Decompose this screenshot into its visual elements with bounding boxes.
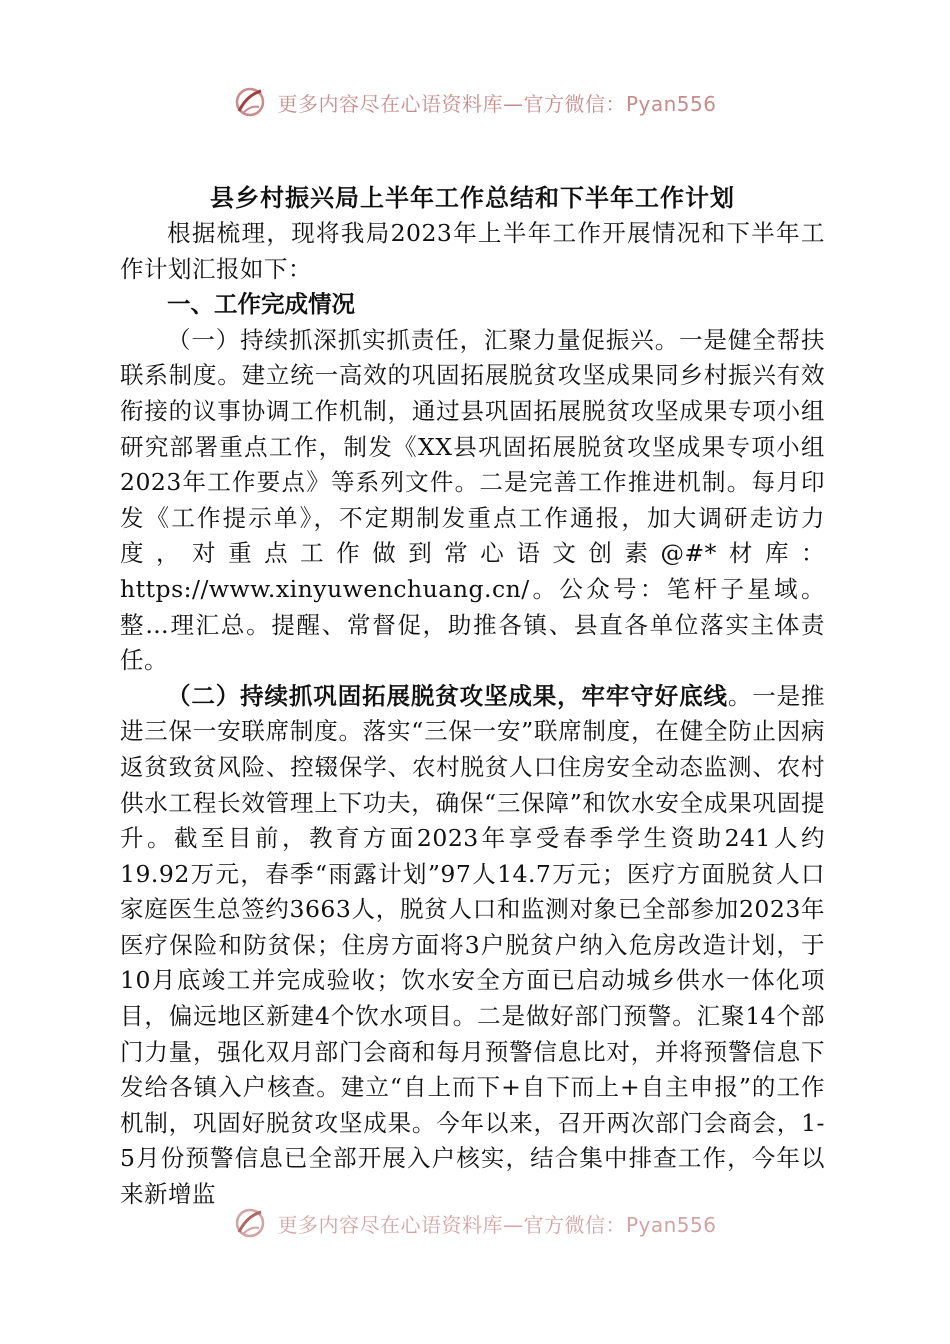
paragraph-2-heading: （二）持续抓巩固拓展脱贫攻坚成果，牢牢守好底线 [167, 681, 728, 710]
watermark-footer [0, 1203, 950, 1243]
document-title: 县乡村振兴局上半年工作总结和下半年工作计划 [210, 183, 735, 212]
watermark-text: 更多内容尽在心语资料库—官方微信：Pyan556 [277, 1212, 717, 1237]
paragraph-2 [120, 679, 825, 1213]
watermark-logo-icon [233, 85, 267, 119]
watermark-logo-icon [233, 1206, 267, 1240]
document-body [120, 180, 825, 1213]
watermark-header [0, 82, 950, 122]
intro-paragraph: 根据梳理，现将我局2023年上半年工作开展情况和下半年工作计划汇报如下： [120, 219, 825, 283]
paragraph-2-body: 。一是推进三保一安联席制度。落实“三保一安”联席制度，在健全防止因病返贫致贫风险、控辍保学、农村脱贫人口住房安全动态监测、农村供水工程长效管理上下功夫，确保“三保障”和饮水安全成果巩固提升。截至目前，教育方面2023年享受春季学生资助241人约19.92万元，春季“雨露计划”97人14.7万元；医疗方面脱贫人口家庭医生总签约3663人，脱贫人口和监测对象已全部参加2023年医疗保险和防贫保；住房方面将3户脱贫户纳入危房改造计划，于10月底竣工并完成验收；饮水安全方面已启动城乡供水一体化项目，偏远地区新建4个饮水项目。二是做好部门预警。汇聚14个部门力量，强化双月部门会商和每月预警信息比对，并将预警信息下发给各镇入户核查。建立“自上而下+自下而上+自主申报”的工作机制，巩固好脱贫攻坚成果。今年以来，召开两次部门会商会，1-5月份预警信息已全部开展入户核实，结合集中排查工作，今年以来新增监 [120, 681, 826, 1209]
section-heading: 一、工作完成情况 [167, 290, 355, 319]
watermark-text: 更多内容尽在心语资料库—官方微信：Pyan556 [277, 91, 717, 116]
paragraph-1: （一）持续抓深抓实抓责任，汇聚力量促振兴。一是健全帮扶联系制度。建立统一高效的巩固拓展脱贫攻坚成果同乡村振兴有效衔接的议事协调工作机制，通过县巩固拓展脱贫攻坚成果专项小组研究部署重点工作，制发《XX县巩固拓展脱贫攻坚成果专项小组2023年工作要点》等系列文件。二是完善工作推进机制。每月印发《工作提示单》，不定期制发重点工作通报，加大调研走访力度，对重点工作做到常心语文创素@#*材库：https://www.xinyuwenchuang.cn/。公众号：笔杆子星域。整…理汇总。提醒、常督促，助推各镇、县直各单位落实主体责任。 [120, 325, 825, 675]
